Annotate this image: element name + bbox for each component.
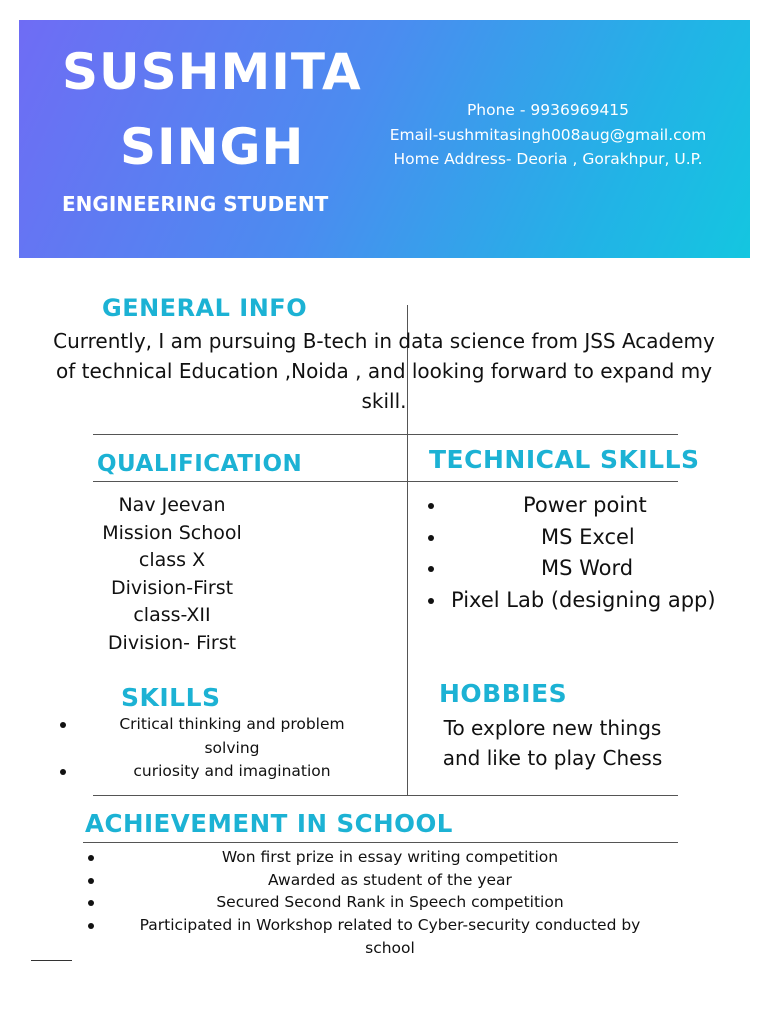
phone-text: Phone - 9936969415 — [466, 101, 630, 119]
bullet-icon — [60, 769, 66, 775]
skills-item-line: Critical thinking and problem — [119, 715, 345, 733]
list-item — [425, 585, 745, 617]
achievement-line: Awarded as student of the year — [268, 870, 512, 889]
hobbies-heading: HOBBIES — [439, 679, 568, 708]
qualification-line: class X — [138, 549, 206, 572]
qualification-line: class-XII — [133, 604, 211, 627]
divider-after-general-info — [93, 434, 678, 435]
name-last: SINGH — [120, 118, 305, 176]
achievement-line: school — [365, 938, 415, 957]
bullet-icon — [428, 503, 434, 509]
general-info-text — [20, 326, 748, 416]
achievement-line: Won first prize in essay writing competition — [221, 848, 559, 866]
divider-under-achievements — [83, 842, 678, 843]
bullet-icon — [88, 855, 94, 861]
achievements-heading: ACHIEVEMENT IN SCHOOL — [85, 809, 453, 838]
qualification-line: Division-First — [110, 576, 234, 599]
bullet-icon — [428, 566, 434, 572]
list-item-label: MS Excel — [541, 524, 635, 549]
header-banner — [19, 20, 750, 258]
bullet-icon — [88, 900, 94, 906]
hobbies-text — [420, 713, 685, 773]
bullet-icon — [88, 923, 94, 929]
achievement-line: Participated in Workshop related to Cyber-security conducted by — [139, 916, 641, 935]
address-text: Home Address- Deoria , Gorakhpur, U.P. — [393, 150, 703, 168]
list-item-label: Pixel Lab (designing app) — [451, 587, 716, 612]
skills-heading: SKILLS — [121, 683, 221, 712]
bullet-icon — [88, 878, 94, 884]
list-item — [425, 522, 745, 554]
list-item — [425, 490, 745, 522]
list-item-label: Power point — [523, 493, 647, 517]
skills-item-line: solving — [204, 738, 260, 757]
skills-item-line: curiosity and imagination — [133, 762, 331, 780]
bullet-icon — [428, 535, 434, 541]
qualification-line: Division- First — [107, 631, 237, 654]
name-first: SUSHMITA — [62, 43, 362, 101]
qualification-line: Mission School — [102, 521, 242, 544]
contact-block — [358, 98, 738, 172]
qualification-list — [62, 492, 282, 658]
divider-before-achievements — [93, 795, 678, 796]
qualification-heading: QUALIFICATION — [97, 451, 303, 477]
hobbies-line: To explore new things — [443, 716, 662, 740]
list-item — [425, 553, 745, 585]
general-info-line: Currently, I am pursuing B-tech in data science from JSS Academy — [53, 329, 715, 353]
technical-skills-heading: TECHNICAL SKILLS — [429, 445, 700, 474]
bullet-icon — [60, 722, 66, 728]
hobbies-line: and like to play Chess — [442, 746, 663, 770]
list-item-label: MS Word — [541, 556, 634, 580]
bullet-icon — [428, 598, 434, 604]
role-title: ENGINEERING STUDENT — [62, 192, 329, 216]
qualification-line: Nav Jeevan — [118, 494, 226, 516]
email-text: Email-sushmitasingh008aug@gmail.com — [389, 125, 707, 144]
divider-under-headings — [93, 481, 678, 482]
footer-mark — [31, 960, 72, 961]
general-info-line: of technical Education ,Noida , and looking forward to expand my — [55, 359, 713, 383]
general-info-line: skill. — [361, 389, 407, 413]
achievement-line: Secured Second Rank in Speech competition — [216, 893, 564, 912]
technical-skills-list — [425, 490, 745, 616]
general-info-heading: GENERAL INFO — [102, 294, 308, 322]
